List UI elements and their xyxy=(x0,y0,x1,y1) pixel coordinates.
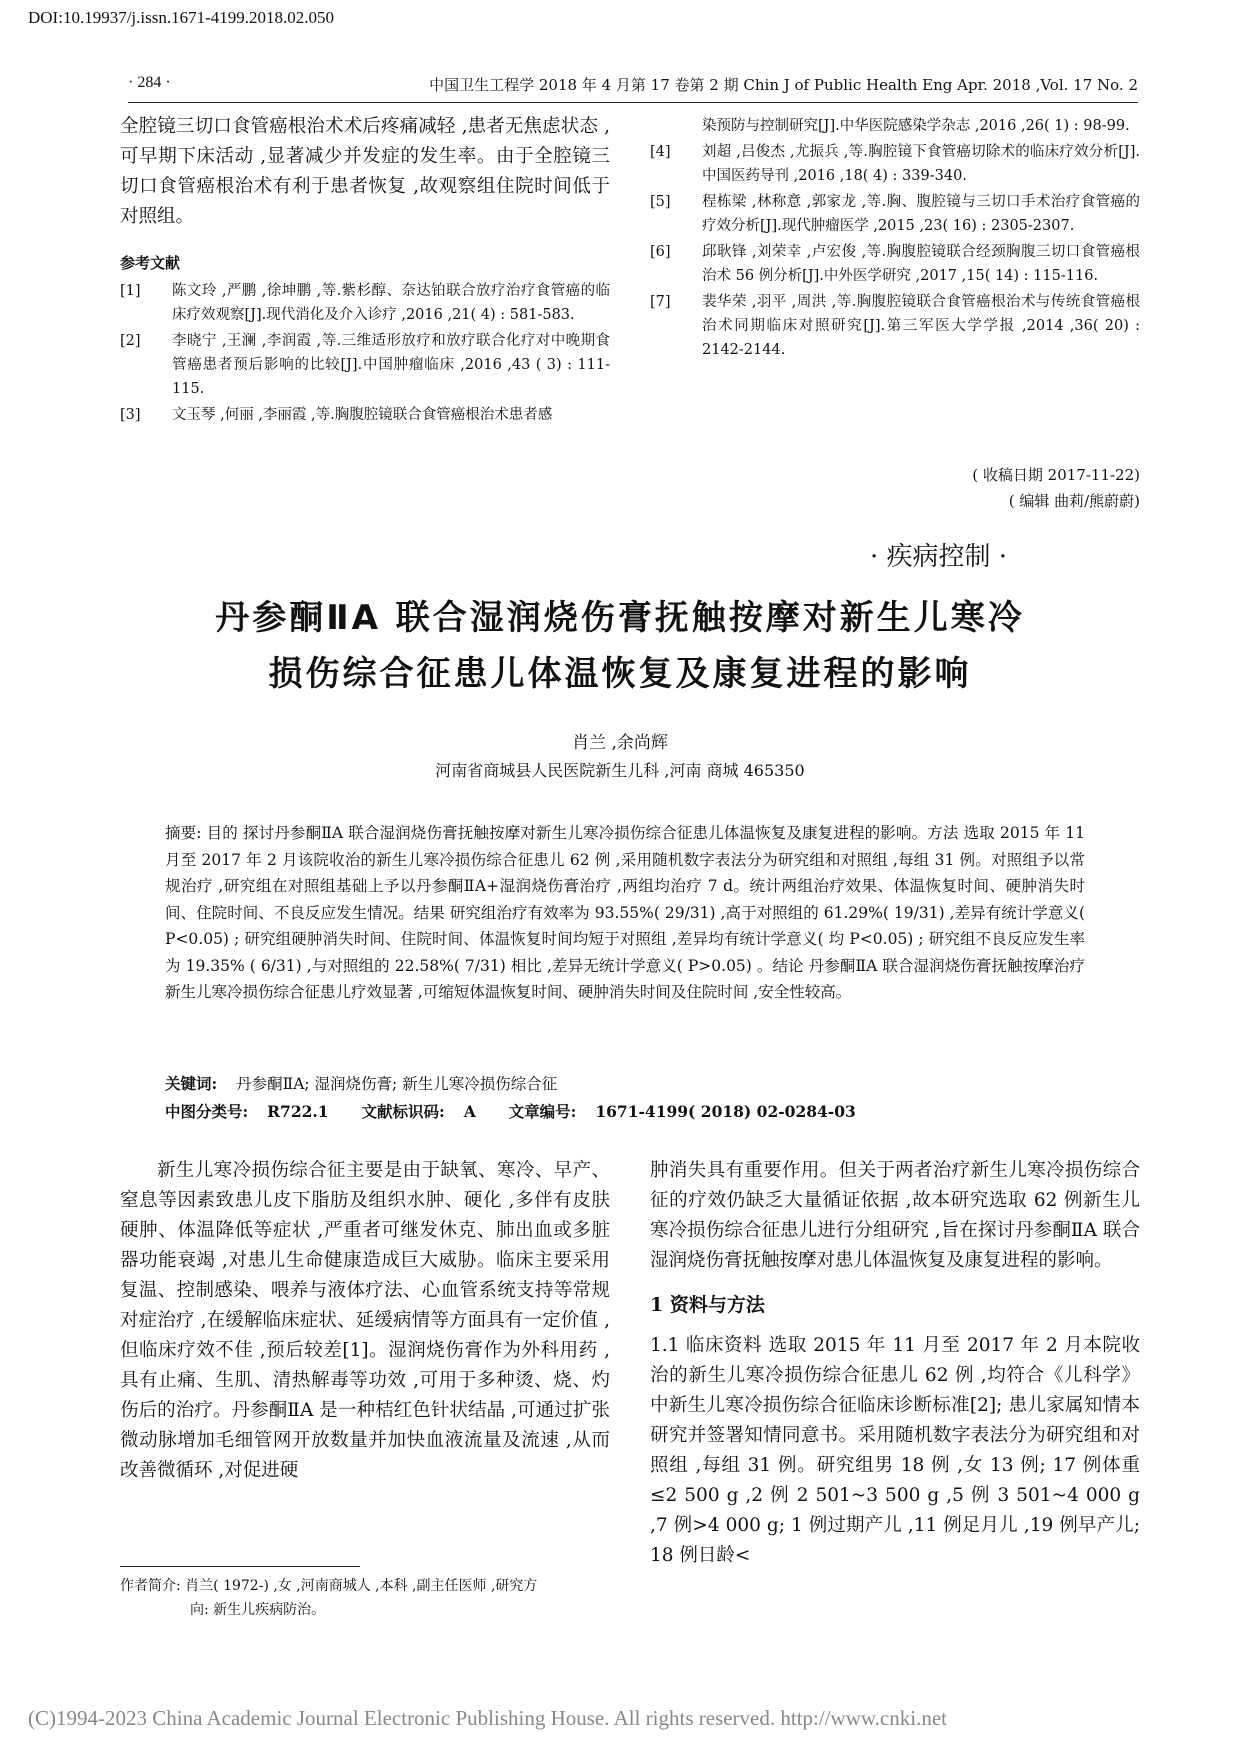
clc-label: 中图分类号: xyxy=(165,1102,249,1121)
body-right-column xyxy=(650,1156,1140,1571)
reference-item: [2] 李晓宁 ,王澜 ,李润霞 ,等.三维适形放疗和放疗联合化疗对中晚期食管癌患者预后影响的比较[J].中国肿瘤临床 ,2016 ,43 ( 3) : 111-115. xyxy=(120,333,610,397)
reference-item: [7] 裴华荣 ,羽平 ,周洪 ,等.胸腹腔镜联合食管癌根治术与传统食管癌根治术同期临床对照研究[J].第三军医大学学报 ,2014 ,36( 20) : 2142-2144. xyxy=(650,294,1140,358)
author-footnote xyxy=(120,1574,610,1622)
doc-code-label: 文献标识码: xyxy=(361,1102,445,1121)
article-title-line-2: 损伤综合征患儿体温恢复及康复进程的影响 xyxy=(268,654,972,694)
keywords: 丹参酮ⅡA; 湿润烧伤膏; 新生儿寒冷损伤综合征 xyxy=(236,1075,558,1093)
doc-code: A xyxy=(463,1102,476,1121)
reference-item: [6] 邱耿锋 ,刘荣幸 ,卢宏俊 ,等.胸腹腔镜联合经颈胸腹三切口食管癌根治术 56 例分析[J].中外医学研究 ,2017 ,15( 14) : 115-116. xyxy=(650,244,1140,284)
header-rule xyxy=(128,102,1138,103)
section-category: · 疾病控制 · xyxy=(870,542,1008,572)
intro-paragraph: 新生儿寒冷损伤综合征主要是由于缺氧、寒冷、早产、窒息等因素致患儿皮下脂肪及组织水肿、硬化 ,多伴有皮肤硬肿、体温降低等症状 ,严重者可继发休克、肺出血或多脏器功能衰竭 ,对患儿生命健康造成巨大威胁。临床主要采用复温、控制感染、喂养与液体疗法、心血管系统支持等常规对症治疗 ,在缓解临床症状、延缓病情等方面具有一定价值 ,但临床疗效不佳 ,预后较差[1]。湿润烧伤膏作为外科用药 ,具有止痛、生肌、清热解毒等功效 ,可用于多种烫、烧、灼伤后的治疗。丹参酮ⅡA 是一种桔红色针状结晶 ,可通过扩张微动脉增加毛细管网开放数量并加快血液流量及流速 ,从而改善微循环 ,对促进硬 xyxy=(120,1160,610,1481)
prev-article-body: 全腔镜三切口食管癌根治术术后疼痛减轻 ,患者无焦虑状态 ,可早期下床活动 ,显著减少并发症的发生率。由于全腔镜三切口食管癌根治术有利于患者恢复 ,故观察组住院时间低于对照组。 xyxy=(120,116,610,227)
keywords-label: 关键词: xyxy=(165,1074,218,1093)
abstract: 摘要: 目的 探讨丹参酮ⅡA 联合湿润烧伤膏抚触按摩对新生儿寒冷损伤综合征患儿体温恢复及康复进程的影响。方法 选取 2015 年 11 月至 2017 年 2 月该院收治的新生儿寒冷损伤综合征患儿 62 例 ,采用随机数字表法分为研究组和对照组 ,每组 31 例。对照组予以常规治疗 ,研究组在对照组基础上予以丹参酮ⅡA+湿润烧伤膏治疗 ,两组均治疗 7 d。统计两组治疗效果、体温恢复时间、硬肿消失时间、住院时间、不良反应发生情况。结果 研究组治疗有效率为 93.55%( 29/31) ,高于对照组的 61.29%( 19/31) ,差异有统计学意义( P<0.05) ; 研究组硬肿消失时间、住院时间、体温恢复时间均短于对照组 ,差异均有统计学意义( 均 P<0.05) ; 研究组不良反应发生率为 19.35% ( 6/31) ,与对照组的 22.58%( 7/31) 相比 ,差异无统计学意义( P>0.05) 。结论 丹参酮ⅡA 联合湿润烧伤膏抚触按摩治疗新生儿寒冷损伤综合征患儿疗效显著 ,可缩短体温恢复时间、硬肿消失时间及住院时间 ,安全性较高。 xyxy=(165,824,1085,1001)
reference-item-continued: 染预防与控制研究[J].中华医院感染学杂志 ,2016 ,26( 1) : 98-99. xyxy=(702,118,1130,134)
journal-citation: 中国卫生工程学 2018 年 4 月第 17 卷第 2 期 Chin J of Public Health Eng Apr. 2018 ,Vol. 17 No. 2 xyxy=(429,76,1138,94)
article-authors: 肖兰 ,余尚辉 xyxy=(572,733,668,753)
prev-article-left-column xyxy=(120,112,610,429)
article-title xyxy=(100,590,1140,702)
references-list-left xyxy=(120,279,610,427)
doi-line: DOI:10.19937/j.issn.1671-4199.2018.02.050 xyxy=(28,8,334,27)
footnote-line-1: 作者简介: 肖兰( 1972-) ,女 ,河南商城人 ,本科 ,副主任医师 ,研究方 xyxy=(120,1578,538,1594)
article-number: 1671-4199( 2018) 02-0284-03 xyxy=(595,1102,856,1121)
section-heading: 1 资料与方法 xyxy=(650,1294,765,1316)
footnote-line-2: 向: 新生儿疾病防治。 xyxy=(190,1602,326,1618)
classification-line xyxy=(165,1100,1085,1122)
intro-paragraph-continued: 肿消失具有重要作用。但关于两者治疗新生儿寒冷损伤综合征的疗效仍缺乏大量循证依据 ,故本研究选取 62 例新生儿寒冷损伤综合征患儿进行分组研究 ,旨在探讨丹参酮ⅡA 联合湿润烧伤膏抚触按摩对患儿体温恢复及康复进程的影响。 xyxy=(650,1160,1140,1271)
page-number: · 284 · xyxy=(128,74,171,91)
body-left-column xyxy=(120,1156,610,1486)
reference-item: [1] 陈文玲 ,严鹏 ,徐坤鹏 ,等.紫杉醇、奈达铂联合放疗治疗食管癌的临床疗效观察[J].现代消化及介入诊疗 ,2016 ,21( 4) : 581-583. xyxy=(120,283,610,323)
author-affiliation: 河南省商城县人民医院新生儿科 ,河南 商城 465350 xyxy=(435,761,805,780)
subsection-paragraph: 1.1 临床资料 选取 2015 年 11 月至 2017 年 2 月本院收治的新生儿寒冷损伤综合征患儿 62 例 ,均符合《儿科学》中新生儿寒冷损伤综合征临床诊断标准[2]; 患儿家属知情本研究并签署知情同意书。采用随机数字表法分为研究组和对照组 ,每组 31 例。研究组男 18 例 ,女 13 例; 17 例体重≤2 500 g ,2 例 2 501~3 500 g ,5 例 3 501~4 000 g ,7 例>4 000 g; 1 例过期产儿 ,11 例足月儿 ,19 例早产儿; 18 例日龄< xyxy=(650,1335,1140,1566)
article-title-line-1: 丹参酮ⅡA 联合湿润烧伤膏抚触按摩对新生儿寒冷 xyxy=(215,598,1025,638)
keywords-line xyxy=(165,1072,1085,1094)
reference-item: [3] 文玉琴 ,何丽 ,李丽霞 ,等.胸腹腔镜联合食管癌根治术患者感 xyxy=(120,407,553,423)
article-number-label: 文章编号: xyxy=(508,1102,577,1121)
prev-article-right-column xyxy=(650,114,1140,514)
references-heading: 参考文献 xyxy=(120,254,181,272)
received-date: ( 收稿日期 2017-11-22) xyxy=(972,466,1140,484)
editor-credit: ( 编辑 曲莉/熊蔚蔚) xyxy=(1008,492,1140,510)
footnote-rule xyxy=(120,1566,360,1567)
running-head xyxy=(128,72,1138,98)
clc-code: R722.1 xyxy=(267,1102,329,1121)
copyright-watermark: (C)1994-2023 China Academic Journal Electronic Publishing House. All rights reserved. http://www.cnki.net xyxy=(28,1706,947,1730)
reference-item: [5] 程栋梁 ,林称意 ,郭家龙 ,等.胸、腹腔镜与三切口手术治疗食管癌的疗效分析[J].现代肿瘤医学 ,2015 ,23( 16) : 2305-2307. xyxy=(650,194,1140,234)
reference-item: [4] 刘超 ,吕俊杰 ,尤振兵 ,等.胸腔镜下食管癌切除术的临床疗效分析[J].中国医药导刊 ,2016 ,18( 4) : 339-340. xyxy=(650,144,1140,184)
